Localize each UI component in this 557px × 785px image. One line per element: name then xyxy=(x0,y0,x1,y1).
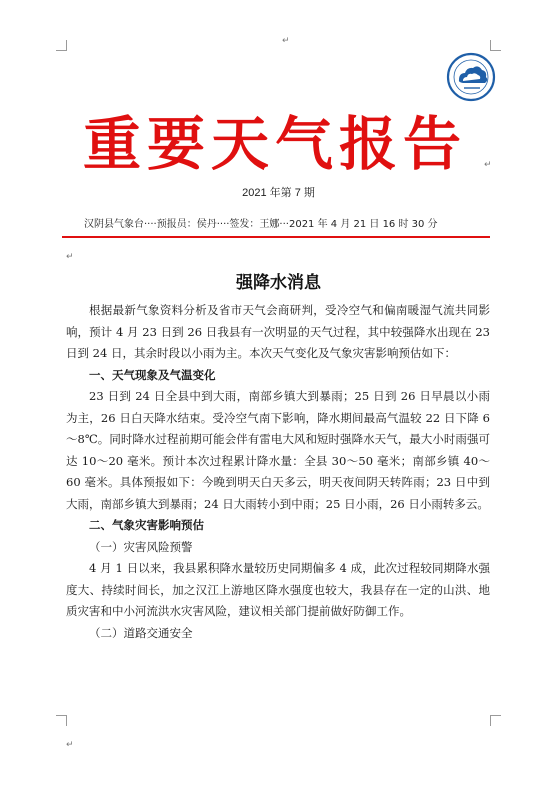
section-heading: 一、天气现象及气温变化 xyxy=(89,367,216,382)
section-heading: 二、气象灾害影响预估 xyxy=(89,518,204,532)
weather-bureau-logo xyxy=(446,52,496,102)
document-title: 强降水消息 xyxy=(236,273,321,293)
section-paragraph: 23 日到 24 日全县中到大雨，南部乡镇大到暴雨；25 日到 26 日早晨以小雨为主，26 日白天降水结束。受冷空气南下影响，降水期间最高气温较 22 日下降 6～8℃。同时降水过程前期可能会伴有雷电大风和短时强降水天气，最大小时雨强可达 10～20 毫米。预计本次过程累计降水量：全县 30～50 毫米；南部乡镇 40～60 毫米。具体预报如下：今晚到明天白天多云，明天夜间阴天转阵雨；23 日中到大雨，南部乡镇大到暴雨；24 日大雨转小到中雨；25 日小雨，26 日小雨转多云。 xyxy=(66,389,490,511)
crop-mark-top-left xyxy=(56,40,67,51)
intro-paragraph: 根据最新气象资料分析及省市天气会商研判，受冷空气和偏南暖湿气流共同影响，预计 4 月 23 日到 26 日我县有一次明显的天气过程，其中较强降水出现在 23 日到 24 日，其余时段以小雨为主。本次天气变化及气象灾害影响预估如下： xyxy=(66,303,490,360)
crop-mark-bottom-right xyxy=(490,715,501,726)
paragraph-mark-icon: ↵ xyxy=(484,160,492,170)
section-paragraph: 4 月 1 日以来，我县累积降水量较历史同期偏多 4 成，此次过程较同期降水强度大、持续时间长，加之汉江上游地区降水强度也较大，我县存在一定的山洪、地质灾害和中小河流洪水灾害风险，建议相关部门提前做好防御工作。 xyxy=(66,561,490,618)
report-header-title: 重要天气报告 xyxy=(82,110,467,178)
subsection-heading: （一）灾害风险预警 xyxy=(89,539,193,554)
paragraph-mark-icon: ↵ xyxy=(66,740,74,750)
document-body xyxy=(66,300,490,644)
crop-mark-top-right xyxy=(490,40,501,51)
byline: 汉阴县气象台····预报员：侯丹····签发：王娜···2021 年 4 月 21 日 16 时 30 分 xyxy=(84,219,438,230)
paragraph-mark-icon: ↵ xyxy=(282,36,290,46)
subsection-heading: （二）道路交通安全 xyxy=(89,625,193,640)
issue-number: 2021 年第 7 期 xyxy=(242,187,315,199)
crop-mark-bottom-left xyxy=(56,715,67,726)
header-red-rule xyxy=(62,236,490,238)
paragraph-mark-icon: ↵ xyxy=(66,252,74,262)
